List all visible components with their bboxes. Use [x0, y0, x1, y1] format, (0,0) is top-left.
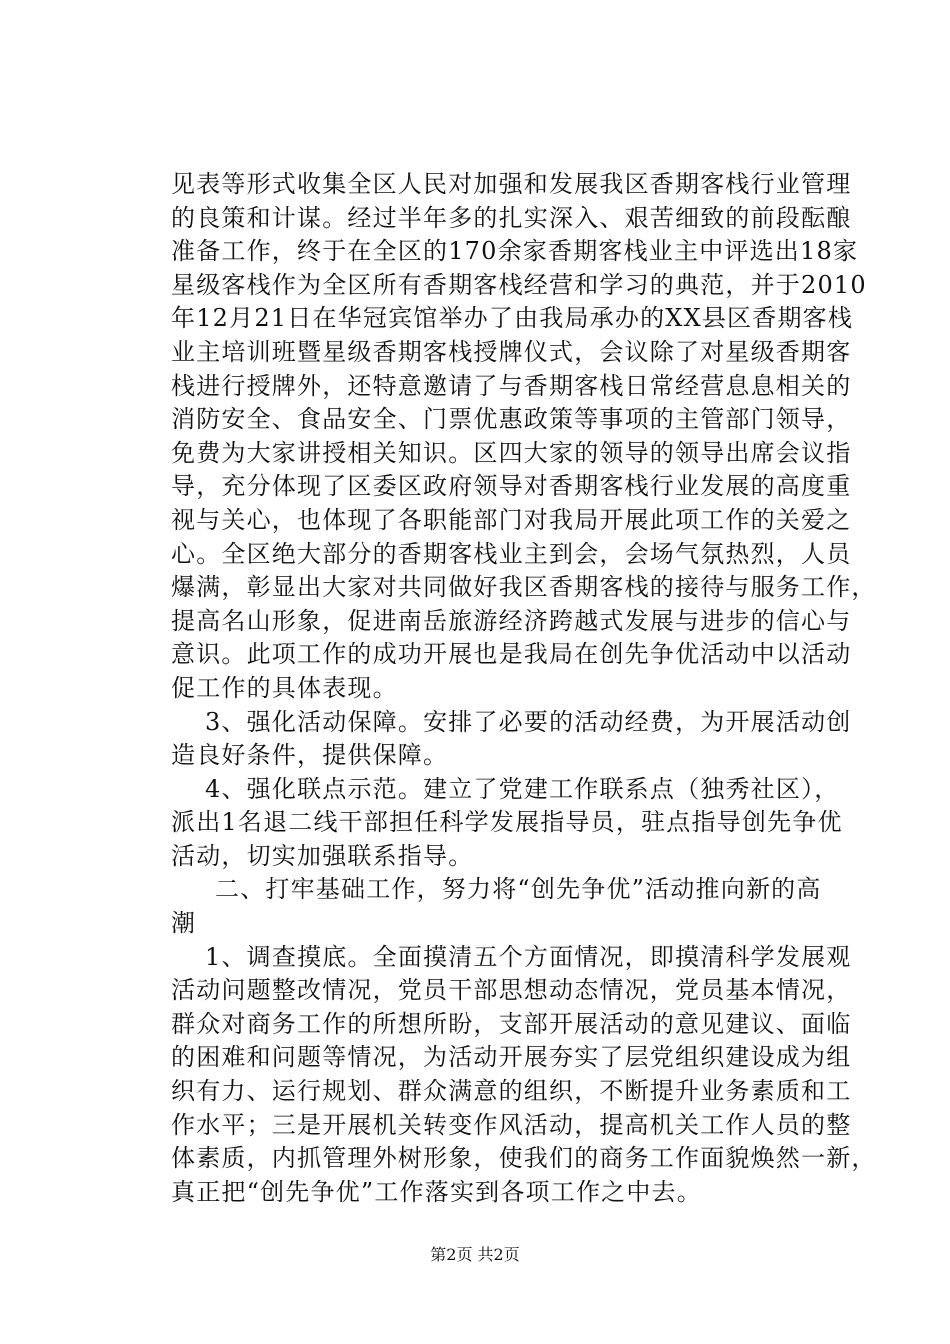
text-line: 织有力、运行规划、群众满意的组织，不断提升业务素质和工 — [171, 1077, 852, 1106]
page-footer: 第2页 共2页 — [430, 1245, 520, 1264]
text-line: 准备工作，终于在全区的170余家香期客栈业主中评选出18家 — [171, 237, 859, 266]
text-line: 栈进行授牌外，还特意邀请了与香期客栈日常经营息息相关的 — [171, 371, 852, 400]
text-line: 星级客栈作为全区所有香期客栈经营和学习的典范，并于2010 — [171, 270, 867, 299]
text-line: 视与关心，也体现了各职能部门对我局开展此项工作的关爱之 — [171, 505, 852, 534]
text-line: 心。全区绝大部分的香期客栈业主到会，会场气氛热烈，人员 — [171, 539, 852, 568]
body-text — [171, 168, 877, 1209]
text-line: 真正把“创先争优”工作落实到各项工作之中去。 — [171, 1177, 702, 1206]
text-line: 的困难和问题等情况，为活动开展夯实了层党组织建设成为组 — [171, 1043, 852, 1072]
section-heading-continued: 潮 — [171, 909, 197, 938]
text-line: 消防安全、食品安全、门票优惠政策等事项的主管部门领导， — [171, 405, 852, 434]
text-line: 派出1名退二线干部担任科学发展指导员，驻点指导创先争优 — [171, 808, 843, 837]
text-line: 提高名山形象，促进南岳旅游经济跨越式发展与进步的信心与 — [171, 606, 852, 635]
text-line: 导，充分体现了区委区政府领导对香期客栈行业发展的高度重 — [171, 472, 852, 501]
text-line: 爆满，彰显出大家对共同做好我区香期客栈的接待与服务工作， — [171, 573, 877, 602]
text-line: 业主培训班暨星级香期客栈授牌仪式，会议除了对星级香期客 — [171, 337, 852, 366]
text-line: 活动，切实加强联系指导。 — [171, 841, 474, 870]
text-line: 年12月21日在华冠宾馆举办了由我局承办的XX县区香期客栈 — [171, 304, 854, 333]
text-line: 作水平；三是开展机关转变作风活动，提高机关工作人员的整 — [171, 1110, 852, 1139]
text-line: 活动问题整改情况，党员干部思想动态情况，党员基本情况， — [171, 976, 852, 1005]
text-line: 意识。此项工作的成功开展也是我局在创先争优活动中以活动 — [171, 640, 852, 669]
text-line: 群众对商务工作的所想所盼，支部开展活动的意见建议、面临 — [171, 1009, 852, 1038]
text-line: 造良好条件，提供保障。 — [171, 741, 449, 770]
text-line: 的良策和计谋。经过半年多的扎实深入、艰苦细致的前段酝酿 — [171, 203, 852, 232]
text-line: 促工作的具体表现。 — [171, 673, 398, 702]
paragraph-first-line: 4、强化联点示范。建立了党建工作联系点（独秀社区）， — [205, 774, 840, 803]
section-heading: 二、打牢基础工作，努力将“创先争优”活动推向新的高 — [215, 875, 822, 904]
text-line: 见表等形式收集全区人民对加强和发展我区香期客栈行业管理 — [171, 170, 852, 198]
text-line: 免费为大家讲授相关知识。区四大家的领导的领导出席会议指 — [171, 438, 852, 467]
text-line: 体素质，内抓管理外树形象，使我们的商务工作面貌焕然一新， — [171, 1144, 877, 1173]
paragraph-first-line: 3、强化活动保障。安排了必要的活动经费，为开展活动创 — [205, 707, 852, 736]
paragraph-first-line: 1、调查摸底。全面摸清五个方面情况，即摸清科学发展观 — [205, 942, 852, 971]
